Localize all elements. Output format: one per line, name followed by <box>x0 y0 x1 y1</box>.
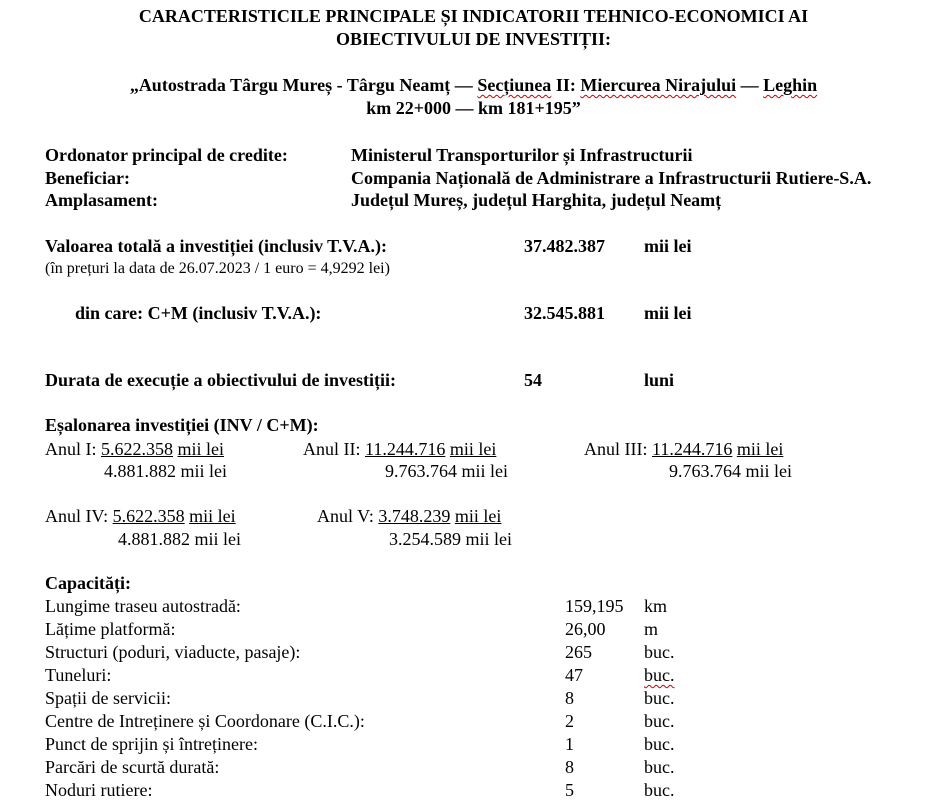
capacity-unit-length: km <box>644 596 668 616</box>
party-label-beneficiar: Beneficiar: <box>45 168 130 188</box>
capacity-label-tunnels: Tuneluri: <box>45 665 112 685</box>
capacity-unit-parking: buc. <box>644 757 675 777</box>
year-inv-amount: 11.244.716 <box>365 439 446 459</box>
schedule-year-4 <box>45 506 236 526</box>
capacity-unit-width: m <box>644 619 659 639</box>
capacity-unit-structures: buc. <box>644 642 675 662</box>
year-inv-amount: 3.748.239 <box>378 506 451 526</box>
capacity-value-service-areas: 8 <box>565 688 574 708</box>
capacity-unit-support-point: buc. <box>644 734 675 754</box>
year-inv-unit: mii lei <box>736 439 784 459</box>
capacity-label-structures: Structuri (poduri, viaducte, pasaje): <box>45 642 301 662</box>
project-section-number: II: <box>551 75 581 95</box>
schedule-year-2 <box>303 439 496 459</box>
cm-value-label: din care: C+M (inclusiv T.V.A.): <box>75 303 322 323</box>
capacity-value-parking: 8 <box>565 757 574 777</box>
duration-label: Durata de execuție a obiectivului de investiții: <box>45 370 396 390</box>
project-km-range: km 22+000 — km 181+195” <box>366 98 581 118</box>
party-value-ordonator: Ministerul Transporturilor și Infrastructurii <box>351 145 693 165</box>
capacity-value-width: 26,00 <box>565 619 606 639</box>
year-label: Anul III: <box>584 439 648 459</box>
project-name <box>0 75 947 95</box>
cm-value-amount: 32.545.881 <box>524 303 605 323</box>
capacity-unit-tunnels-text: buc. <box>644 665 675 685</box>
year-inv-unit: mii lei <box>177 439 224 459</box>
capacity-value-length: 159,195 <box>565 596 624 616</box>
year-label: Anul II: <box>303 439 361 459</box>
capacity-label-interchanges: Noduri rutiere: <box>45 780 153 800</box>
party-label-amplasament: Amplasament: <box>45 190 158 210</box>
project-section-word: Secțiunea <box>477 75 552 95</box>
project-start-place: Miercurea Nirajului <box>580 75 737 95</box>
cm-value-unit: mii lei <box>644 303 692 323</box>
capacity-value-interchanges: 5 <box>565 780 574 800</box>
total-value-unit: mii lei <box>644 236 692 256</box>
schedule-year-3-cm: 9.763.764 mii lei <box>669 461 792 481</box>
schedule-year-1 <box>45 439 224 459</box>
party-value-amplasament: Județul Mureș, județul Harghita, județul Neamț <box>351 190 722 210</box>
schedule-year-5-cm: 3.254.589 mii lei <box>389 529 512 549</box>
year-label: Anul IV: <box>45 506 109 526</box>
schedule-year-3 <box>584 439 783 459</box>
schedule-heading: Eșalonarea investiției (INV / C+M): <box>45 415 319 435</box>
party-label-ordonator: Ordonator principal de credite: <box>45 145 288 165</box>
project-end-place: Leghin <box>763 75 818 95</box>
capacities-heading: Capacități: <box>45 573 131 593</box>
year-inv-amount: 5.622.358 <box>112 506 185 526</box>
price-date-note: (în prețuri la data de 26.07.2023 / 1 euro = 4,9292 lei) <box>45 260 390 277</box>
project-dash: — <box>736 75 764 95</box>
year-label: Anul I: <box>45 439 97 459</box>
capacity-label-length: Lungime traseu autostradă: <box>45 596 241 616</box>
capacity-value-cic: 2 <box>565 711 574 731</box>
capacity-value-tunnels: 47 <box>565 665 583 685</box>
duration-unit: luni <box>644 370 675 390</box>
year-inv-amount: 5.622.358 <box>101 439 173 459</box>
document-title-line1: CARACTERISTICILE PRINCIPALE ȘI INDICATORII TEHNICO-ECONOMICI AI <box>138 6 809 26</box>
duration-amount: 54 <box>524 370 542 390</box>
year-label: Anul V: <box>317 506 374 526</box>
schedule-year-5 <box>317 506 501 526</box>
project-name-prefix: „Autostrada Târgu Mureș - Târgu Neamț — <box>129 75 478 95</box>
schedule-year-2-cm: 9.763.764 mii lei <box>385 461 508 481</box>
document-title-line2: OBIECTIVULUI DE INVESTIȚII: <box>335 29 612 49</box>
year-inv-unit: mii lei <box>189 506 236 526</box>
total-value-label: Valoarea totală a investiției (inclusiv T.V.A.): <box>45 236 387 256</box>
capacity-label-support-point: Punct de sprijin și întreținere: <box>45 734 258 754</box>
capacity-value-support-point: 1 <box>565 734 574 754</box>
year-inv-unit: mii lei <box>454 506 502 526</box>
capacity-unit-cic: buc. <box>644 711 675 731</box>
party-value-beneficiar: Compania Națională de Administrare a Infrastructurii Rutiere-S.A. <box>351 168 872 188</box>
capacity-value-structures: 265 <box>565 642 592 662</box>
total-value-amount: 37.482.387 <box>524 236 605 256</box>
year-inv-amount: 11.244.716 <box>651 439 733 459</box>
schedule-year-4-cm: 4.881.882 mii lei <box>118 529 241 549</box>
schedule-year-1-cm: 4.881.882 mii lei <box>104 461 227 481</box>
capacity-label-cic: Centre de Intreținere și Coordonare (C.I.C.): <box>45 711 365 731</box>
capacity-unit-interchanges: buc. <box>644 780 675 800</box>
capacity-label-width: Lățime platformă: <box>45 619 176 639</box>
capacity-unit-service-areas: buc. <box>644 688 675 708</box>
capacity-unit-tunnels <box>644 665 675 685</box>
capacity-label-parking: Parcări de scurtă durată: <box>45 757 220 777</box>
year-inv-unit: mii lei <box>449 439 497 459</box>
capacity-label-service-areas: Spații de servicii: <box>45 688 171 708</box>
